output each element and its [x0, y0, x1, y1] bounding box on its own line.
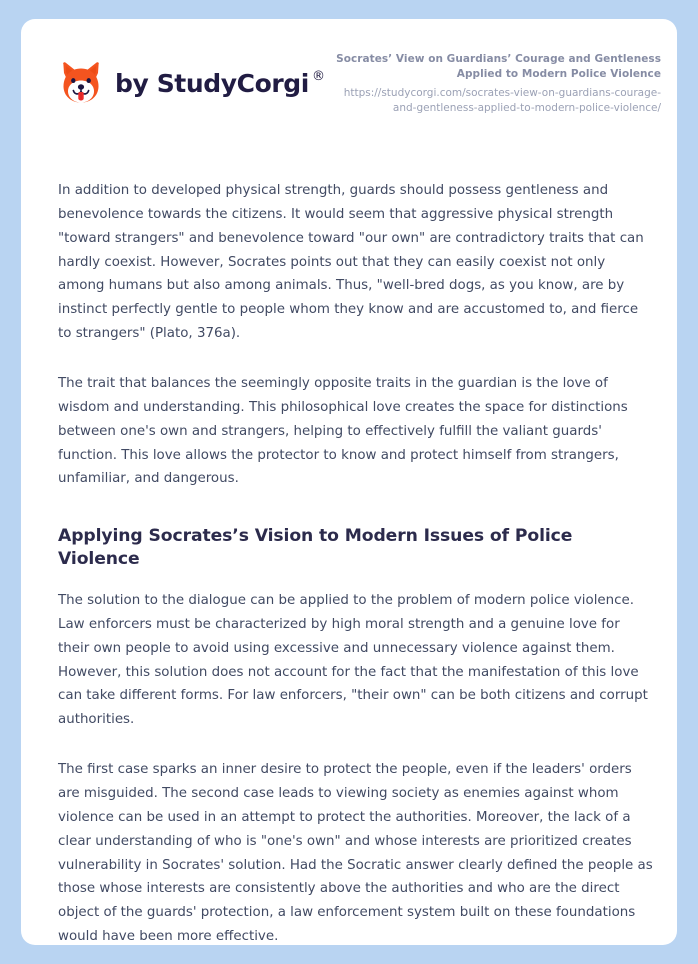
document-meta [325, 50, 661, 116]
body-paragraph-3: The solution to the dialogue can be applied to the problem of modern police violence. Law enforcers must be characterized by high moral strength and a genuine love for their own people to avoid using excessive and unnecessary violence against them. However, this solution does not account for the fact that the manifestation of this love can take different forms. For law enforcers, "their own" can be both citizens and corrupt authorities. [58, 593, 648, 728]
body-paragraph-4: The first case sparks an inner desire to protect the people, even if the leaders' orders are misguided. The second case leads to viewing society as enemies against whom violence can be used in an attempt to protect the authorities. Moreover, the lack of a clear understanding of who is "one's own" and whose interests are prioritized creates vulnerability in Socrates' solution. Had the Socratic answer clearly defined the people as those whose interests are consistently above the authorities and who are the direct object of the guards' protection, a law enforcement system built on these foundations would have been more effective. [58, 762, 653, 945]
brand-logo[interactable] [58, 60, 325, 106]
document-card [21, 19, 677, 945]
body-paragraph-2: The trait that balances the seemingly opposite traits in the guardian is the love of wisdom and understanding. This philosophical love creates the space for distinctions between one's own and strangers, helping to effectively fulfill the valiant guards' function. This love allows the protector to know and protect himself from strangers, unfamiliar, and dangerous. [58, 376, 628, 487]
body-paragraph-1: In addition to developed physical strength, guards should possess gentleness and benevolence towards the citizens. It would seem that aggressive physical strength "toward strangers" and benevolence toward "our own" are contradictory traits that can hardly coexist. However, Socrates points out that they can easily coexist not only among humans but also among animals. Thus, "well-bred dogs, as you know, are by instinct perfectly gentle to people whom they know and are accustomed to, and fierce to strangers" (Plato, 376a). [58, 183, 644, 342]
brand-name [115, 69, 325, 98]
document-source-url[interactable]: https://studycorgi.com/socrates-view-on-guardians-courage-and-gentleness-applied-to-modern-police-violence/ [343, 87, 661, 114]
registered-trademark-icon: ® [311, 68, 325, 84]
document-header [21, 19, 677, 147]
section-heading: Applying Socrates’s Vision to Modern Issues of Police Violence [58, 526, 573, 569]
corgi-face-icon [58, 60, 104, 106]
document-title: Socrates’ View on Guardians’ Courage and Gentleness Applied to Modern Police Violence [336, 53, 661, 81]
document-body [58, 179, 654, 949]
brand-name-text: by StudyCorgi [115, 68, 309, 98]
